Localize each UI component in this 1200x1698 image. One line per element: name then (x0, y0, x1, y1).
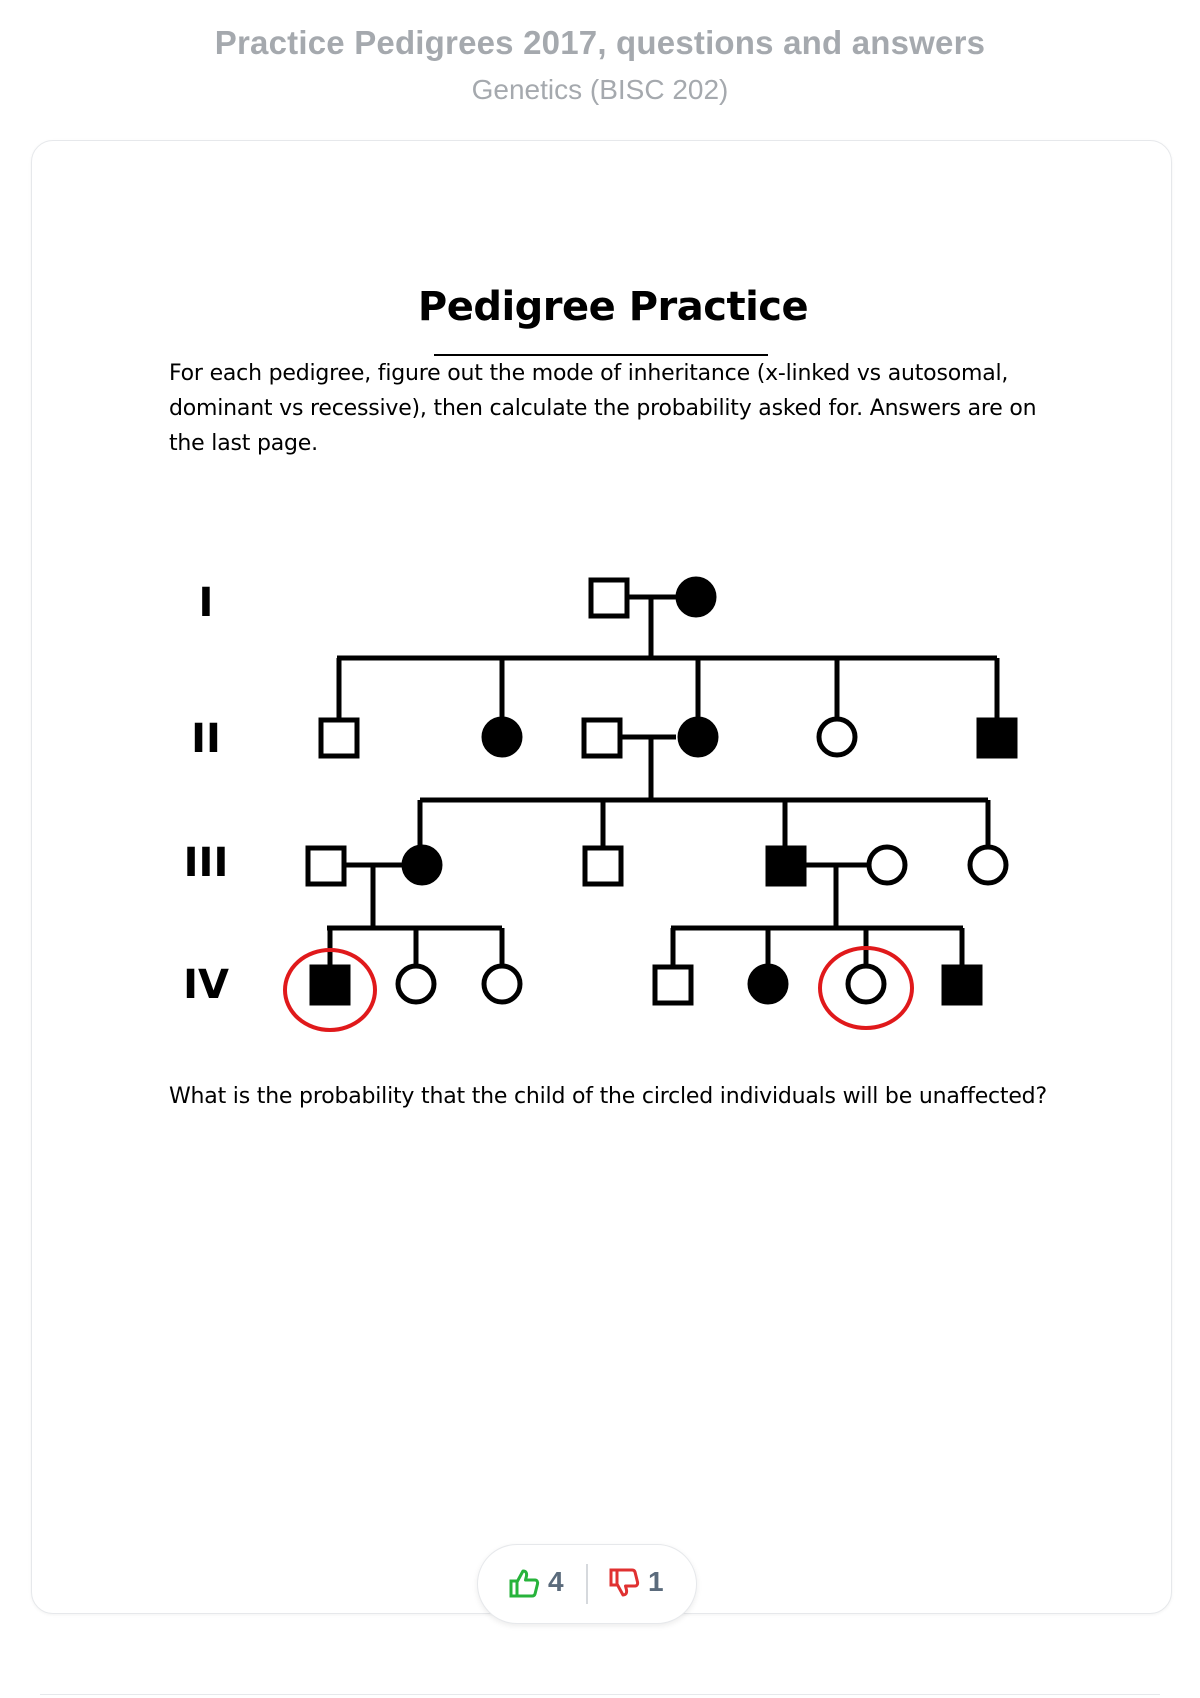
vote-divider (586, 1564, 588, 1604)
male-affected (979, 720, 1015, 756)
document-title: Practice Pedigrees 2017, questions and answers (214, 24, 986, 61)
male-unaffected (591, 580, 627, 616)
vote-widget (477, 1544, 697, 1624)
thumbs-down-icon[interactable] (608, 1567, 640, 1604)
male-affected (768, 848, 804, 884)
female-affected (404, 847, 440, 883)
female-unaffected (398, 966, 434, 1002)
female-unaffected (819, 719, 855, 755)
highlight-circles (285, 948, 912, 1030)
male-affected (312, 967, 348, 1003)
generation-label: IV (183, 962, 229, 1008)
female-unaffected (869, 847, 905, 883)
male-affected (944, 967, 980, 1003)
generation-label: II (191, 716, 221, 762)
female-unaffected (484, 966, 520, 1002)
female-affected (750, 966, 786, 1002)
male-unaffected (584, 720, 620, 756)
female-affected (680, 719, 716, 755)
upvote-count: 4 (548, 1566, 564, 1597)
next-page-edge (40, 1694, 1160, 1695)
generation-label: III (183, 840, 229, 886)
instructions-text: For each pedigree, figure out the mode of inheritance (x-linked vs autosomal, dominant vs recessive), then calculate the probability asked for. Answers are on the last page. (169, 361, 1037, 456)
thumbs-up-icon[interactable] (508, 1567, 540, 1604)
male-unaffected (585, 848, 621, 884)
page-heading: Pedigree Practice (417, 284, 809, 330)
female-affected (484, 719, 520, 755)
female-unaffected (848, 966, 884, 1002)
male-unaffected (655, 967, 691, 1003)
pedigree-lines (327, 597, 997, 965)
downvote-count: 1 (648, 1566, 664, 1597)
male-unaffected (321, 720, 357, 756)
male-unaffected (308, 848, 344, 884)
female-unaffected (970, 847, 1006, 883)
question-text: What is the probability that the child of the circled individuals will be unaffected? (169, 1084, 1047, 1109)
generation-label: I (198, 580, 214, 626)
course-link[interactable]: Genetics (BISC 202) (471, 74, 729, 105)
female-affected (678, 579, 714, 615)
